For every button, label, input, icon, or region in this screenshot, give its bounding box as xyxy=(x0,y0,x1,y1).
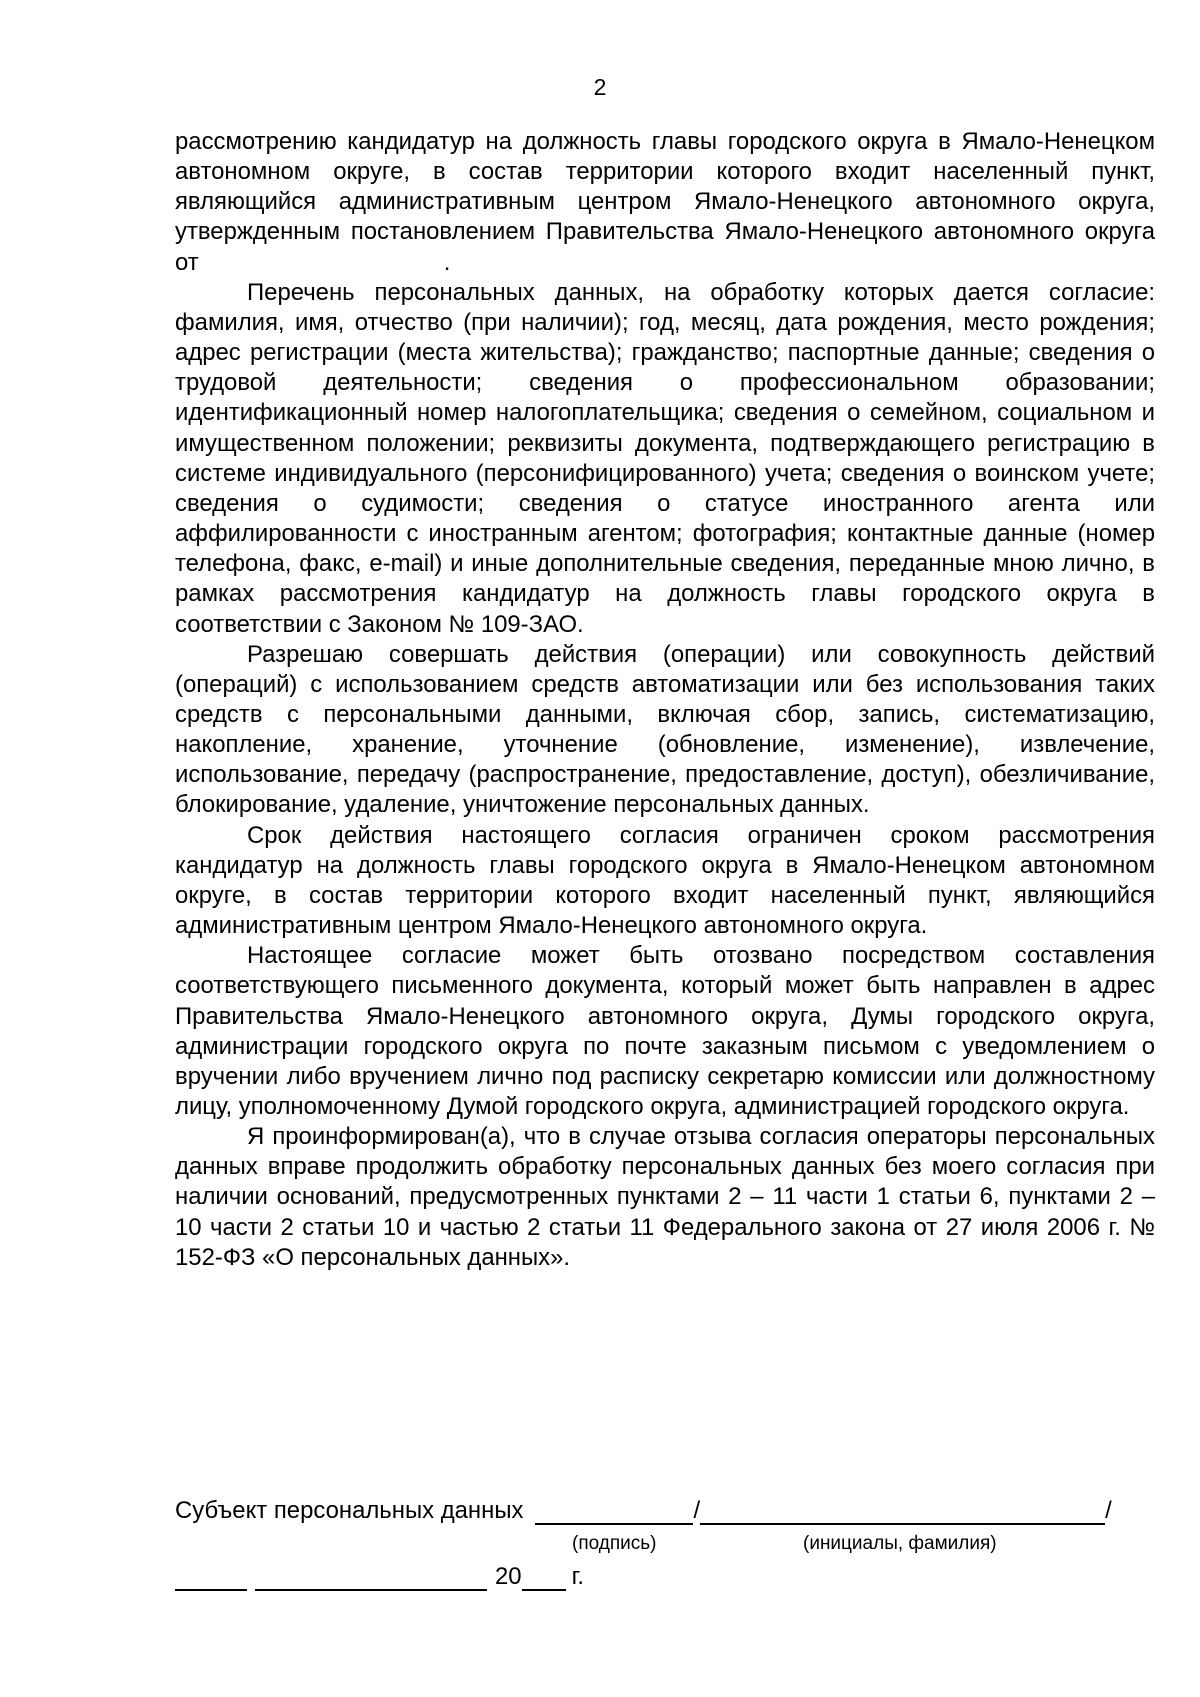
paragraph-2: Перечень персональных данных, на обработку которых дается согласие: фамилия, имя, отчество (при наличии); год, месяц, дата рождения, место рождения; адрес регистрации (места жительства); гражданство; паспортные данные; сведения о трудовой деятельности; сведения о профессиональном образовании; идентификационный номер налогоплательщика; сведения о семейном, социальном и имущественном положении; реквизиты документа, подтверждающего регистрацию в системе индивидуального (персонифицированного) учета; сведения о воинском учете; сведения о судимости; сведения о статусе иностранного агента или аффилированности с иностранным агентом; фотография; контактные данные (номер телефона, факс, e-mail) и иные дополнительные сведения, переданные мною лично, в рамках рассмотрения кандидатур на должность главы городского округа в соответствии с Законом № 109-ЗАО. xyxy=(175,278,1155,638)
paragraph-4: Срок действия настоящего согласия ограничен сроком рассмотрения кандидатур на должность главы городского округа в Ямало-Ненецком автономном округе, в состав территории которого входит населенный пункт, являющийся административным центром Ямало-Ненецкого автономного округа. xyxy=(175,821,1155,940)
month-field[interactable] xyxy=(255,1565,487,1591)
name-field[interactable] xyxy=(700,1499,1105,1525)
signature-label: Субъект персональных данных xyxy=(175,1497,524,1524)
year-suffix: г. xyxy=(571,1563,585,1590)
signature-row xyxy=(175,1495,1155,1525)
signature-field[interactable] xyxy=(535,1499,693,1525)
signature-slash-right: / xyxy=(1105,1497,1112,1524)
day-field[interactable] xyxy=(175,1565,247,1591)
paragraph-1-end: . xyxy=(443,248,451,276)
paragraph-1-text: рассмотрению кандидатур на должность главы городского округа в Ямало-Ненецком автономном округе, в состав территории которого входит населенный пункт, являющийся административным центром Ямало-Ненецкого автономного округа, утвержденным постановлением Правительства Ямало-Ненецкого автономного округа от xyxy=(175,128,1155,276)
year-field[interactable] xyxy=(522,1565,566,1591)
document-body xyxy=(175,127,1155,1273)
signature-caption: (подпись) xyxy=(572,1533,657,1554)
paragraph-5: Настоящее согласие может быть отозвано посредством составления соответствующего письменного документа, который может быть направлен в адрес Правительства Ямало-Ненецкого автономного округа, Думы городского округа, администрации городского округа по почте заказным письмом с уведомлением о вручении либо вручением лично под расписку секретарю комиссии или должностному лицу, уполномоченному Думой городского округа, администрацией городского округа. xyxy=(175,942,1155,1120)
paragraph-3: Разрешаю совершать действия (операции) или совокупность действий (операций) с использованием средств автоматизации или без использования таких средств с персональными данными, включая сбор, запись, систематизацию, накопление, хранение, уточнение (обновление, изменение), извлечение, использование, передачу (распространение, предоставление, доступ), обезличивание, блокирование, удаление, уничтожение персональных данных. xyxy=(175,640,1155,819)
paragraph-1 xyxy=(175,127,1155,278)
name-caption: (инициалы, фамилия) xyxy=(803,1533,997,1554)
signature-slash-left: / xyxy=(693,1497,701,1524)
year-prefix: 20 xyxy=(495,1563,522,1590)
date-row xyxy=(175,1561,584,1591)
paragraph-6: Я проинформирован(а), что в случае отзыва согласия операторы персональных данных вправе продолжить обработку персональных данных без моего согласия при наличии оснований, предусмотренных пунктами 2 – 11 части 1 статьи 6, пунктами 2 – 10 части 2 статьи 10 и частью 2 статьи 11 Федерального закона от 27 июля 2006 г. № 152-ФЗ «О персональных данных». xyxy=(175,1123,1155,1271)
page-number: 2 xyxy=(593,74,607,100)
signature-block xyxy=(175,1495,1155,1590)
